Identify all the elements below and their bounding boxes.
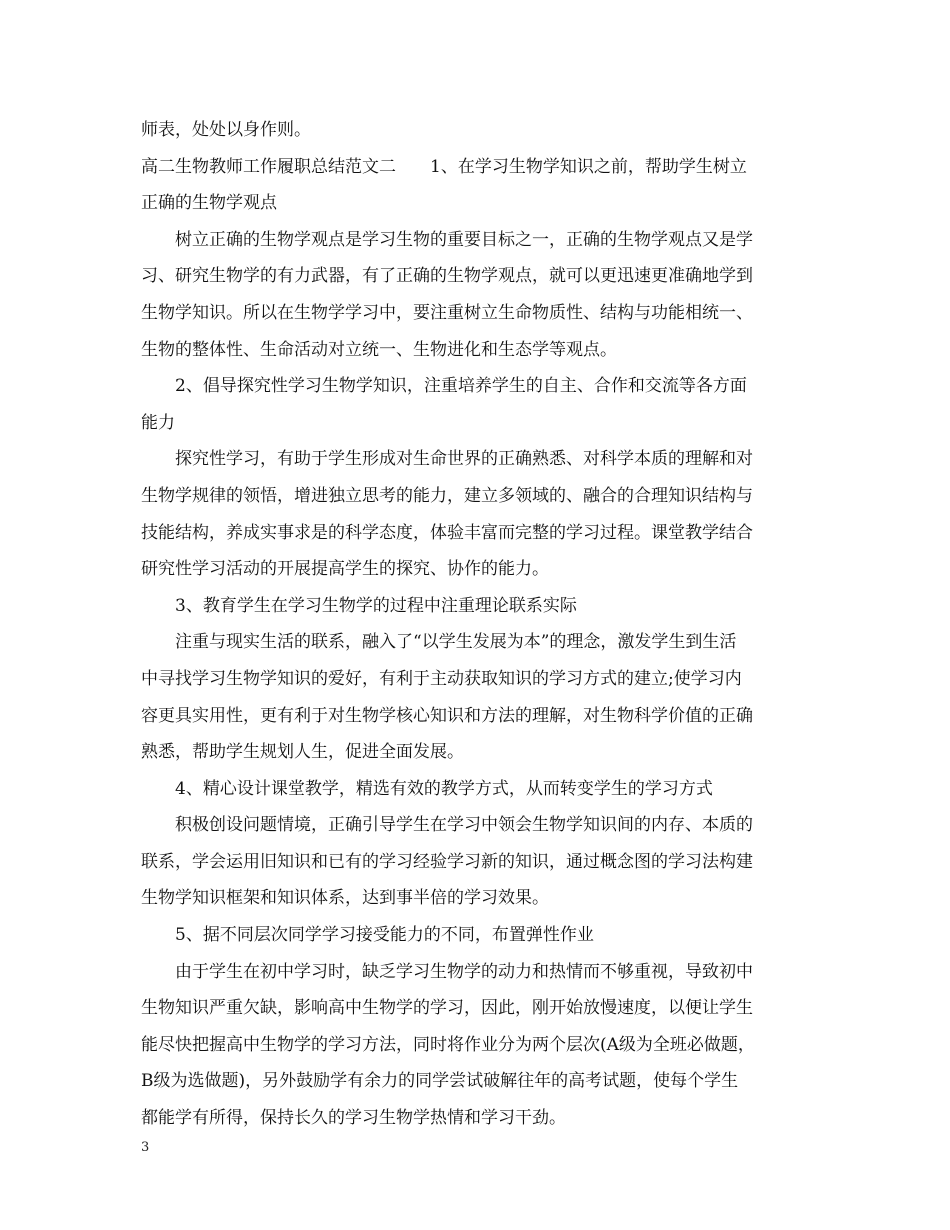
text-line-3: 正确的生物学观点	[141, 193, 277, 214]
text-line-5: 习、研究生物学的有力武器，有了正确的生物学观点，就可以更迅速更准确地学到	[141, 266, 753, 287]
text-line-28: 都能学有所得，保持长久的学习生物学热情和学习干劲。	[141, 1108, 566, 1129]
text-line-18: 熟悉，帮助学生规划人生，促进全面发展。	[141, 742, 464, 763]
page-number: 3	[141, 1140, 150, 1155]
text-line-17: 容更具实用性，更有利于对生物学核心知识和方法的理解，对生物科学价值的正确	[141, 705, 753, 726]
text-line-12: 技能结构，养成实事求是的科学态度，体验丰富而完整的学习过程。课堂教学结合	[141, 522, 753, 543]
text-line-16: 中寻找学习生物学知识的爱好，有利于主动获取知识的学习方式的建立;使学习内	[141, 668, 742, 689]
text-line-10: 探究性学习，有助于学生形成对生命世界的正确熟悉、对科学本质的理解和对	[175, 449, 753, 470]
text-line-25: 生物知识严重欠缺，影响高中生物学的学习，因此，刚开始放慢速度，以便让学生	[141, 998, 753, 1019]
text-line-1: 师表，处处以身作则。	[141, 120, 311, 140]
text-line-27: B级为选做题)，另外鼓励学有余力的同学尝试破解往年的高考试题，使每个学生	[141, 1071, 739, 1092]
text-line-8: 2、倡导探究性学习生物学知识，注重培养学生的自主、合作和交流等各方面	[175, 376, 747, 397]
text-line-11: 生物学规律的领悟，增进独立思考的能力，建立多领域的、融合的合理知识结构与	[141, 485, 753, 506]
text-line-14: 3、教育学生在学习生物学的过程中注重理论联系实际	[175, 595, 577, 616]
text-line-21: 联系，学会运用旧知识和已有的学习经验学习新的知识，通过概念图的学习法构建	[141, 851, 753, 872]
text-line-19: 4、精心设计课堂教学，精选有效的教学方式，从而转变学生的学习方式	[175, 778, 713, 799]
body-text	[141, 112, 831, 1137]
text-line-23: 5、据不同层次同学学习接受能力的不同，布置弹性作业	[175, 925, 594, 946]
text-line-26: 能尽快把握高中生物学的学习方法，同时将作业分为两个层次(A级为全班必做题，	[141, 1034, 755, 1055]
text-line-13: 研究性学习活动的开展提高学生的探究、协作的能力。	[141, 559, 549, 580]
text-line-9: 能力	[141, 412, 175, 433]
text-line-2: 高二生物教师工作履职总结范文二 1、在学习生物学知识之前，帮助学生树立	[141, 156, 747, 177]
text-line-6: 生物学知识。所以在生物学学习中，要注重树立生命物质性、结构与功能相统一、	[141, 302, 753, 323]
text-line-7: 生物的整体性、生命活动对立统一、生物进化和生态学等观点。	[141, 339, 617, 360]
text-line-20: 积极创设问题情境，正确引导学生在学习中领会生物学知识间的内存、本质的	[175, 815, 753, 836]
text-line-4: 树立正确的生物学观点是学习生物的重要目标之一，正确的生物学观点又是学	[175, 229, 753, 250]
text-line-15: 注重与现实生活的联系，融入了“以学生发展为本”的理念，激发学生到生活	[175, 632, 737, 653]
text-line-24: 由于学生在初中学习时，缺乏学习生物学的动力和热情而不够重视，导致初中	[175, 961, 753, 982]
text-line-22: 生物学知识框架和知识体系，达到事半倍的学习效果。	[141, 888, 549, 909]
